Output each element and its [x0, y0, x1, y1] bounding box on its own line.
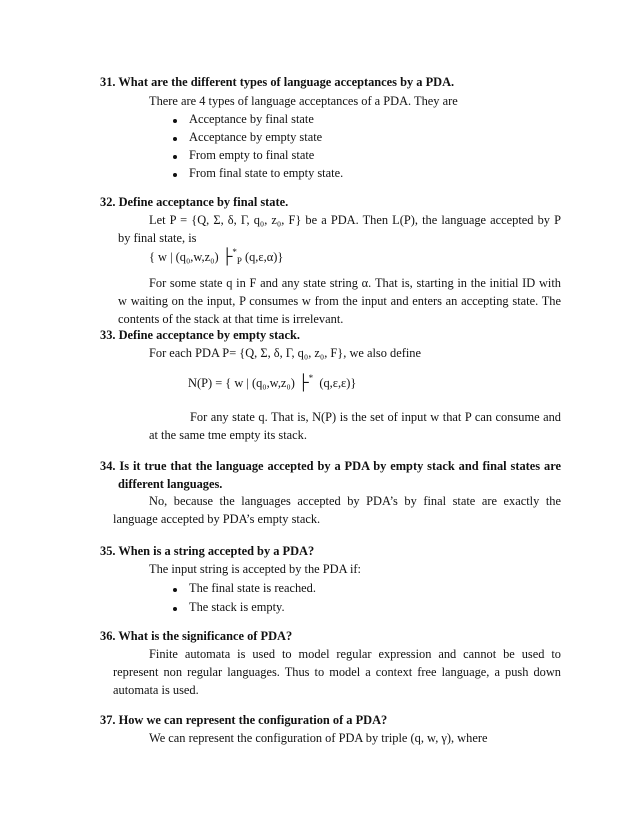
- q32-para2-line2: w waiting on the input, P consumes w from the input and enters an accepting state. The: [118, 294, 561, 308]
- q31-intro: There are 4 types of language acceptances of a PDA. They are: [149, 94, 458, 108]
- turnstile-symbol: ├: [297, 375, 309, 391]
- q32-para1-line1: Let P = {Q, Σ, δ, Γ, q₀, z₀, F} be a PDA. Then L(P), the language accepted by P: [149, 213, 561, 227]
- bullet-icon: [173, 607, 177, 611]
- q37-heading: 37. How we can represent the configuration of a PDA?: [100, 713, 388, 727]
- q33-formula-left: N(P) = { w | (q₀,w,z₀): [188, 376, 295, 390]
- star-superscript: *: [232, 247, 237, 257]
- q35-bullet-2: The stack is empty.: [189, 600, 285, 614]
- q32-formula-left: { w | (q₀,w,z₀): [149, 250, 219, 264]
- bullet-icon: [173, 588, 177, 592]
- q33-para-line2: at the same tme empty its stack.: [149, 428, 307, 442]
- q32-para1-line2: by final state, is: [118, 231, 197, 245]
- q33-formula-right: (q,ε,ε)}: [319, 376, 357, 390]
- q35-heading: 35. When is a string accepted by a PDA?: [100, 544, 315, 558]
- q34-heading-line1: 34. Is it true that the language accepted by a PDA by empty stack and final states are: [100, 459, 561, 473]
- q33-line1: For each PDA P= {Q, Σ, δ, Γ, q₀, z₀, F}, we also define: [149, 346, 421, 360]
- q32-heading: 32. Define acceptance by final state.: [100, 195, 289, 209]
- q34-line1: No, because the languages accepted by PDA’s by final state are exactly the: [149, 494, 561, 508]
- q34-heading-line2: different languages.: [118, 477, 223, 491]
- q33-para-line1: For any state q. That is, N(P) is the set of input w that P can consume and: [190, 410, 561, 424]
- q36-line2: represent non regular languages. Thus to model a context free language, a push down: [113, 665, 561, 679]
- q32-formula: [149, 247, 284, 266]
- q33-heading: 33. Define acceptance by empty stack.: [100, 328, 300, 342]
- bullet-icon: [173, 119, 177, 123]
- bullet-icon: [173, 173, 177, 177]
- bullet-icon: [173, 155, 177, 159]
- q31-heading: 31. What are the different types of language acceptances by a PDA.: [100, 75, 455, 89]
- q35-bullet-1: The final state is reached.: [189, 581, 316, 595]
- q36-heading: 36. What is the significance of PDA?: [100, 629, 293, 643]
- q35-intro: The input string is accepted by the PDA if:: [149, 562, 361, 576]
- q31-bullet-3: From empty to final state: [189, 148, 315, 162]
- p-subscript: P: [236, 256, 242, 266]
- q32-para2-line1: For some state q in F and any state string α. That is, starting in the initial ID with: [149, 276, 561, 290]
- q34-line2: language accepted by PDA’s empty stack.: [113, 512, 321, 526]
- q31-bullet-4: From final state to empty state.: [189, 166, 344, 180]
- bullet-icon: [173, 137, 177, 141]
- q33-formula: [188, 373, 357, 392]
- q37-line1: We can represent the configuration of PDA by triple (q, w, γ), where: [149, 731, 488, 745]
- q31-bullet-2: Acceptance by empty state: [189, 130, 323, 144]
- q36-line3: automata is used.: [113, 683, 199, 697]
- q32-formula-right: (q,ε,α)}: [244, 250, 284, 264]
- q36-line1: Finite automata is used to model regular expression and cannot be used to: [149, 647, 561, 661]
- star-superscript: *: [308, 373, 314, 383]
- turnstile-symbol: ├: [221, 249, 233, 265]
- q32-para2-line3: contents of the stack at that time is irrelevant.: [118, 312, 344, 326]
- q31-bullet-1: Acceptance by final state: [189, 112, 314, 126]
